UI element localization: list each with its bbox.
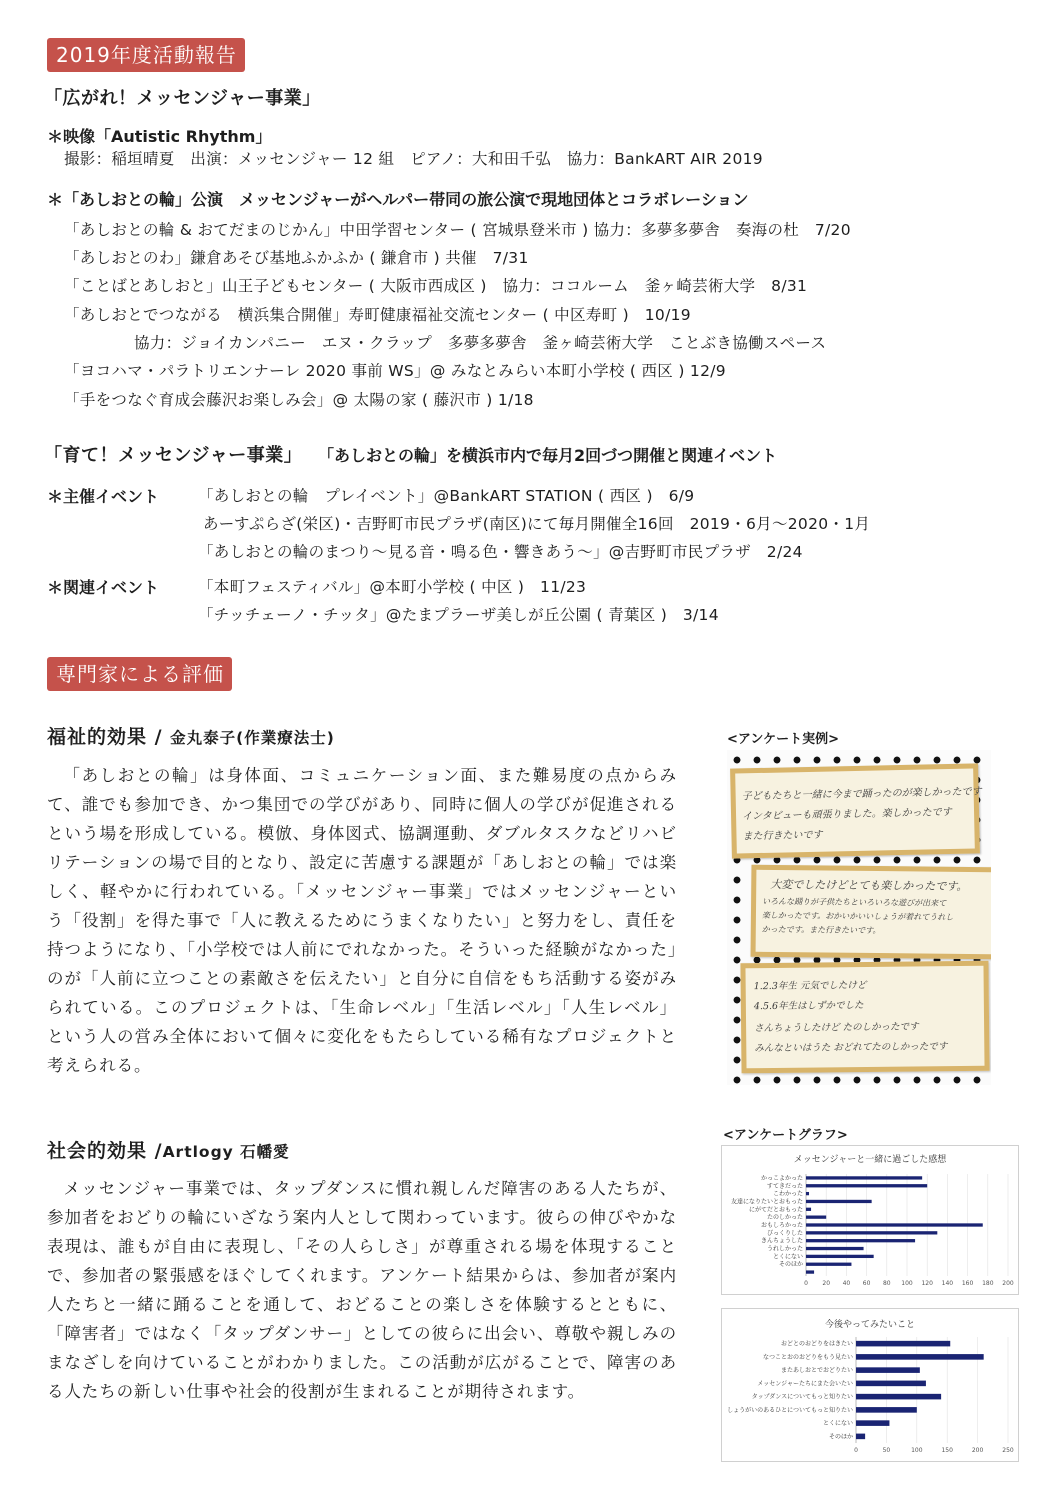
category-label: 友達になりたいとおもった bbox=[730, 1198, 803, 1206]
x-tick-label: 250 bbox=[1002, 1447, 1014, 1454]
category-label: メッセンジャーたちにまた会いたい bbox=[757, 1380, 853, 1388]
tour-line: 「ことばとあしおと」山王子どもセンター ( 大阪市西成区 ) 協力：ココルーム 釜ヶ崎芸術大学 8/31 bbox=[64, 277, 808, 295]
tour-line: 「手をつなぐ育成会藤沢お楽しみ会」@ 太陽の家 ( 藤沢市 ) 1/18 bbox=[64, 391, 534, 409]
main-events-label: ＊主催イベント bbox=[47, 487, 160, 506]
category-label: にがてだとおもった bbox=[748, 1206, 803, 1214]
category-label: かっこよかった bbox=[760, 1174, 803, 1182]
tour-line: 「あしおとのわ」鎌倉あそび基地ふかふか ( 鎌倉市 ) 共催 7/31 bbox=[64, 249, 529, 267]
survey-photo bbox=[727, 750, 991, 1085]
x-tick-label: 100 bbox=[911, 1447, 923, 1454]
welfare-effect-body: 「あしおとの輪」は身体面、コミュニケーション面、また難易度の点からみて、誰でも参加でき、かつ集団での学びがあり、同時に個人の学びが促進されるという場を形成している。模倣、身体図式、協調運動、ダブルタスクなどリハビリテーションの場で目的となり、設定に苦慮する課題が「あしおとの輪」では楽しく、軽やかに行われている。「メッセンジャー事業」ではメッセンジャーという「役割」を得た事で「人に教えるためにうまくなりたい」と努力をし、責任を持つようになり、「小学校では人前にでれなかった。そういった経験がなかった」のが「人前に立つことの素敵さを伝えたい」と自分に自信をもち活動する姿がみられている。このプロジェクトは、「生命レベル」「生活レベル」「人生レベル」という人の営み全体において個々に変化をもたらしている稀有なプロジェクトと考えられる。 bbox=[47, 766, 677, 1075]
bar bbox=[856, 1354, 984, 1360]
category-label: おどとのおどりをはきたい bbox=[780, 1340, 853, 1348]
x-tick-label: 0 bbox=[854, 1447, 858, 1454]
x-tick-label: 200 bbox=[971, 1447, 984, 1454]
survey-card: 子どもたちと一緒に今まで踊ったのが楽しかったです インタビューも頑張りました。楽しかったです また行きたいです bbox=[730, 763, 980, 858]
bar bbox=[806, 1208, 811, 1211]
chart-future-wishes-plot bbox=[722, 1309, 1018, 1461]
video-credits: 撮影：稲垣晴夏 出演：メッセンジャー 12 組 ピアノ：大和田千弘 協力：BankART AIR 2019 bbox=[64, 150, 763, 168]
x-tick-label: 50 bbox=[882, 1447, 891, 1454]
category-label: そのほか bbox=[828, 1433, 853, 1441]
tour-line: 「あしおとの輪 & おてだまのじかん」中田学習センター ( 宮城県登米市 ) 協力：多夢多夢舎 奏海の杜 7/20 bbox=[64, 221, 851, 239]
bar bbox=[806, 1239, 915, 1242]
bar bbox=[806, 1247, 864, 1250]
x-tick-label: 180 bbox=[982, 1280, 994, 1287]
bar bbox=[806, 1200, 872, 1203]
social-title-text: 社会的効果 / bbox=[47, 1140, 163, 1162]
welfare-effect-title bbox=[47, 722, 335, 749]
bar bbox=[856, 1420, 889, 1426]
tour-line: 「ヨコハマ・パラトリエンナーレ 2020 事前 WS」@ みなとみらい本町小学校 ( 西区 ) 12/9 bbox=[64, 362, 726, 380]
category-label: なつことおのおどりをもう見たい bbox=[762, 1353, 853, 1361]
chart-future-wishes bbox=[721, 1308, 1019, 1462]
social-author: Artlogy 石幡愛 bbox=[162, 1143, 290, 1161]
x-tick-label: 140 bbox=[941, 1280, 954, 1287]
category-label: きんちょうした bbox=[760, 1237, 803, 1245]
bar bbox=[806, 1176, 922, 1179]
bar bbox=[856, 1341, 950, 1347]
bar bbox=[806, 1192, 809, 1195]
chart-impressions bbox=[721, 1145, 1019, 1295]
category-label: とくにない bbox=[822, 1420, 853, 1428]
bar bbox=[806, 1216, 826, 1219]
tour-line: 協力：ジョイカンパニー エヌ・クラップ 多夢多夢舎 釜ヶ崎芸術大学 ことぶき協働スペース bbox=[134, 334, 827, 352]
survey-card: 大変でしたけどとても楽しかったです。 いろんな踊りが子供たちといろいろな遊びが出来て 楽しかったです。おかいかいいしょうが着れてうれし かったです。また行きたいです。 bbox=[751, 865, 991, 960]
welfare-title-text: 福祉的効果 / bbox=[47, 726, 171, 748]
video-heading: ＊映像「Autistic Rhythm」 bbox=[47, 127, 272, 146]
report-badge: 2019年度活動報告 bbox=[47, 38, 245, 72]
messenger-spread-title: 「広がれ！メッセンジャー事業」 bbox=[44, 88, 321, 109]
bar bbox=[856, 1434, 865, 1440]
x-tick-label: 100 bbox=[901, 1280, 913, 1287]
main-event-line: 「あしおとの輪のまつり〜見る音・鳴る色・響きあう〜」@吉野町市民プラザ 2/24 bbox=[198, 543, 803, 561]
category-label: タップダンスについてもっと知りたい bbox=[751, 1393, 853, 1401]
category-label: またあしおとでおどりたい bbox=[780, 1367, 853, 1375]
x-tick-label: 0 bbox=[804, 1280, 808, 1287]
evaluation-badge: 専門家による評価 bbox=[47, 657, 232, 691]
messenger-grow-subtitle: 「あしおとの輪」を横浜市内で毎月2回づつ開催と関連イベント bbox=[318, 446, 778, 465]
welfare-author: 金丸泰子(作業療法士) bbox=[170, 729, 335, 747]
x-tick-label: 40 bbox=[842, 1280, 851, 1287]
x-tick-label: 150 bbox=[941, 1447, 953, 1454]
bar bbox=[806, 1184, 927, 1187]
bar bbox=[806, 1223, 983, 1226]
category-label: とくにない bbox=[772, 1253, 803, 1261]
bar bbox=[806, 1255, 874, 1258]
main-event-line: 「あしおとの輪 プレイベント」@BankART STATION ( 西区 ) 6/9 bbox=[198, 487, 695, 505]
related-events-label: ＊関連イベント bbox=[47, 578, 160, 597]
chart-title: 今後やってみたいこと bbox=[824, 1320, 915, 1330]
related-event-line: 「チッチェーノ・チッタ」@たまプラーザ美しが丘公園 ( 青葉区 ) 3/14 bbox=[198, 606, 719, 624]
category-label: うれしかった bbox=[766, 1245, 803, 1253]
bar bbox=[806, 1263, 851, 1266]
category-label: びっくりした bbox=[766, 1229, 803, 1237]
x-tick-label: 160 bbox=[961, 1280, 974, 1287]
bar bbox=[856, 1407, 917, 1413]
main-event-line: あーすぷらざ(栄区)・吉野町市民プラザ(南区)にて毎月開催全16回 2019・6月〜2020・1月 bbox=[203, 515, 871, 533]
x-tick-label: 80 bbox=[882, 1280, 891, 1287]
category-label: そのほか bbox=[778, 1261, 803, 1269]
bar bbox=[806, 1231, 937, 1234]
tour-line: 「あしおとでつながる 横浜集合開催」寿町健康福祉交流センター ( 中区寿町 ) 10/19 bbox=[64, 306, 691, 324]
related-event-line: 「本町フェスティバル」@本町小学校 ( 中区 ) 11/23 bbox=[198, 578, 587, 596]
social-effect-body: メッセンジャー事業では、タップダンスに慣れ親しんだ障害のある人たちが、参加者をおどりの輪にいざなう案内人として関わっています。彼らの伸びやかな表現は、誰もが自由に表現し、「その人らしさ」が尊重される場を体現することで、参加者の緊張感をほぐしてくれます。アンケート結果からは、参加者が案内人たちと一緒に踊ることを通して、おどることの楽しさを体験するとともに、「障害者」ではなく「タップダンサー」としての彼らに出会い、尊敬や親しみのまなざしを向けていることがわかりました。この活動が広がることで、障害のある人たちの新しい仕事や社会的役割が生まれることが期待されます。 bbox=[47, 1179, 677, 1401]
category-label: たのしかった bbox=[766, 1214, 803, 1222]
bar bbox=[856, 1367, 920, 1373]
survey-card: 1.2.3年生 元気でしたけど 4.5.6年生はしずかでした さんちょうしたけど たのしかったです みんなといはうた おどれてたのしかったです bbox=[740, 961, 989, 1074]
x-tick-label: 60 bbox=[862, 1280, 871, 1287]
x-tick-label: 20 bbox=[822, 1280, 831, 1287]
bar bbox=[856, 1381, 926, 1387]
chart-title: メッセンジャーと一緒に過ごした感想 bbox=[793, 1155, 947, 1165]
x-tick-label: 200 bbox=[1002, 1280, 1014, 1287]
survey-graph-caption: <アンケートグラフ> bbox=[723, 1128, 848, 1143]
category-label: すてきだった bbox=[766, 1182, 803, 1190]
bar bbox=[806, 1270, 814, 1273]
x-tick-label: 120 bbox=[921, 1280, 933, 1287]
tour-heading: ＊「あしおとの輪」公演 メッセンジャーがヘルパー帯同の旅公演で現地団体とコラボレーション bbox=[47, 190, 749, 209]
survey-example-caption: <アンケート実例> bbox=[727, 732, 840, 747]
category-label: こわかった bbox=[772, 1190, 803, 1198]
bar bbox=[856, 1394, 941, 1400]
messenger-grow-title: 「育て！メッセンジャー事業」 bbox=[44, 445, 303, 466]
social-effect-title bbox=[47, 1136, 290, 1163]
chart-impressions-plot bbox=[722, 1146, 1018, 1294]
category-label: おもしろかった bbox=[760, 1222, 803, 1229]
category-label: しょうがいのあるひとについてもっと知りたい bbox=[727, 1406, 853, 1414]
